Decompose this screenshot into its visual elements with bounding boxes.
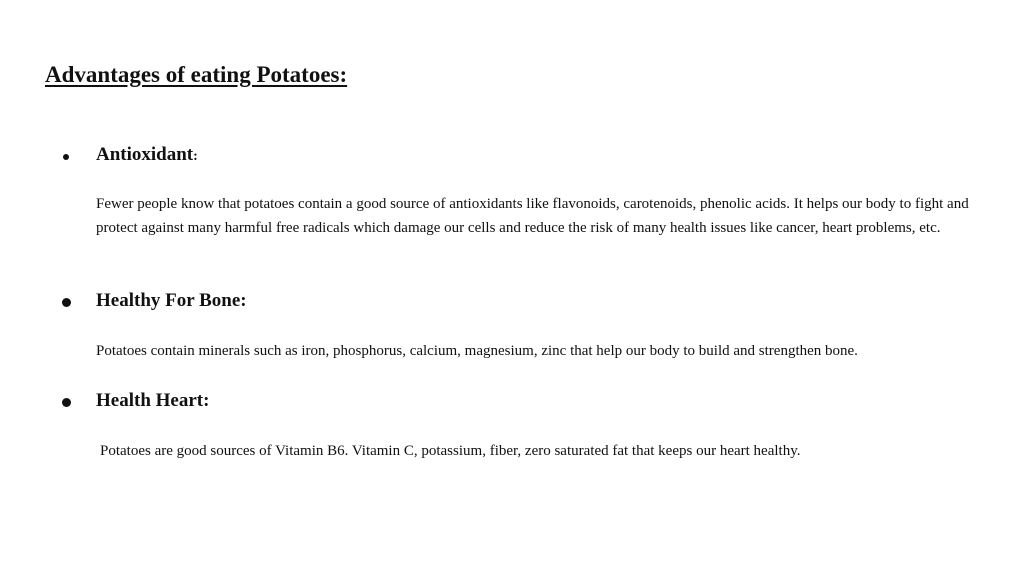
bullet-icon [59, 295, 73, 309]
bullet-icon [59, 395, 73, 409]
section-body: Potatoes contain minerals such as iron, phosphorus, calcium, magnesium, zinc that help our body to build and strengthen bone. [96, 343, 858, 359]
bullet-dot-small [63, 154, 69, 160]
section-body: Fewer people know that potatoes contain a good source of antioxidants like flavonoids, carotenoids, phenolic acids. It helps our body to fight and protect against many harmful free radicals which damage our cells and reduce the risk of many health issues like cancer, heart problems, etc. [96, 196, 969, 236]
section-heading-colon: : [193, 149, 198, 164]
bullet-dot-large [62, 398, 71, 407]
page-title: Advantages of eating Potatoes: [45, 62, 348, 87]
section-heading: Health Heart: [96, 390, 210, 411]
section-heading: Healthy For Bone: [96, 290, 247, 311]
section-heading [96, 144, 198, 166]
section-heading-text: Antioxidant [96, 144, 194, 165]
bullet-icon [59, 150, 73, 164]
section-body: Potatoes are good sources of Vitamin B6. Vitamin C, potassium, fiber, zero saturated fat that keeps our heart healthy. [100, 443, 801, 459]
bullet-dot-large [62, 298, 71, 307]
